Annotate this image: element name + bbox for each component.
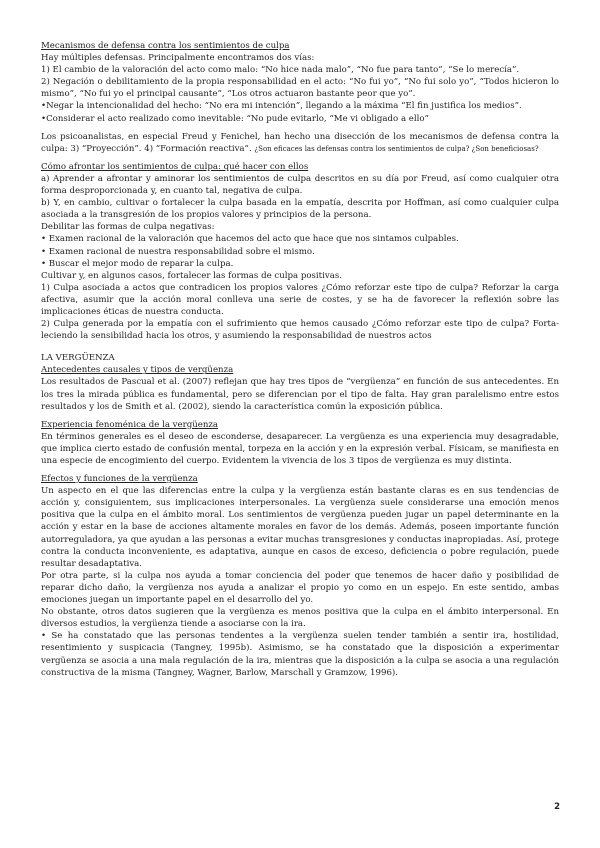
section-title-verguenza: LA VERGÜENZA (41, 353, 115, 364)
paragraph: 2) Culpa generada por la empatía con el sufrimiento que hemos causado ¿Cómo reforzar este tipo de culpa? Forta-leciendo la sensibilidad hacia los otros, y asumiendo la responsabilidad de nuestros actos (41, 319, 559, 342)
paragraph: 2) Negación o debilitamiento de la propia responsabilidad en el acto: “No fui yo”, “No fui solo yo”, “Todos hicieron lo mismo”, “No fui yo el principal causante”, “Los otros actuaron bastante peor que yo”. (41, 77, 559, 100)
paragraph: Cultivar y, en algunos casos, fortalecer las formas de culpa positivas. (41, 270, 342, 281)
bullet-item: • Examen racional de nuestra responsabilidad sobre el mismo. (41, 246, 315, 257)
paragraph: b) Y, en cambio, cultivar o fortalecer la culpa basada en la empatía, descrita por Hoffman, así como cualquier culpa asociada a la transgresión de los propios valores y principios de la persona. (41, 198, 559, 221)
paragraph: 1) El cambio de la valoración del acto como malo: “No hice nada malo”, “No fue para tanto”, “Se lo merecía”. (41, 65, 520, 76)
paragraph: Un aspecto en el que las diferencias entre la culpa y la vergüenza están bastante claras es en sus tendencias de acción y, consiguientem, sus implicaciones interpersonales. La vergüenza suele considerarse una emoción menos positiva que la culpa en el ámbito moral. Los sentimientos de vergüenza pueden jugar un papel determinante en la acción y estar en la base de acciones altamente morales en favor de los demás. Además, poseen importante función autorreguladora, ya que ayudan a las personas a evitar muchas transgresiones y conductas inapropiadas. Así, protege contra la conducta inconveniente, es adaptativa, aunque en casos de exceso, deficiencia o pobre regulación, puede resultar desadaptativa. (41, 486, 559, 569)
heading-antecedentes: Antecedentes causales y tipos de vergüenza (41, 365, 234, 376)
bullet-item: • Buscar el mejor modo de reparar la culpa. (41, 258, 234, 269)
paragraph: No obstante, otros datos sugieren que la vergüenza es menos positiva que la culpa en el ámbito interpersonal. En diversos estudios, la vergüenza tiende a asociarse con la ira. (41, 607, 559, 630)
heading-mecanismos: Mecanismos de defensa contra los sentimientos de culpa (41, 41, 290, 51)
heading-efectos: Efectos y funciones de la vergüenza (41, 474, 198, 485)
bullet-item: • Examen racional de la valoración que hacemos del acto que hace que nos sintamos culpables. (41, 234, 459, 245)
paragraph: • Se ha constatado que las personas tendentes a la vergüenza suelen tender también a sentir ira, hostilidad, resentimiento y suspicacia (Tangney, 1995b). Asimismo, se ha constatado que la disposición a experimentar vergüenza se asocia a una mala regulación de la ira, mientras que la disposición a la culpa se asocia a una regulación constructiva de la misma (Tangney, Wagner, Barlow, Marschall y Gramzow, 1996). (41, 631, 559, 678)
paragraph-psicoanalistas (41, 131, 559, 155)
paragraph: 1) Culpa asociada a actos que contradicen los propios valores ¿Cómo reforzar este tipo de culpa? Reforzar la carga afectiva, asumir que la acción moral conlleva una serie de costes, y se ha de favorecer la reflexión sobre las implicaciones éticas de nuestra conducta. (41, 282, 559, 317)
paragraph: Por otra parte, si la culpa nos ayuda a tomar conciencia del poder que tenemos de hacer daño y posibilidad de reparar dicho daño, la vergüenza nos ayuda a analizar el propio yo como en un espejo. En este sentido, ambas emociones juegan un importante papel en el desarrollo del yo. (41, 570, 559, 606)
paragraph: Debilitar las formas de culpa negativas: (41, 222, 215, 233)
psico-text: Los psicoanalistas, en especial Freud y Fenichel, han hecho una disección de los mecanismos de defensa contra la culpa: 3) “Proyección”. 4) “Formación reactiva”. (41, 131, 559, 154)
heading-afrontar: Cómo afrontar los sentimientos de culpa: qué hacer con ellos (41, 161, 309, 172)
heading-experiencia: Experiencia fenoménica de la vergüenza (41, 419, 219, 430)
psico-question: ¿Son eficaces las defensas contra los sentimientos de culpa? ¿Son beneficiosas? (254, 144, 539, 153)
paragraph: En términos generales es el deseo de esconderse, desaparecer. La vergüenza es una experiencia muy desagradable, que implica cierto estado de confusión mental, torpeza en la acción y en la expresión verbal. Físicam, se manifiesta en una especie de encogimiento del cuerpo. Evidentem la vivencia de los 3 tipos de vergüenza es muy distinta. (41, 431, 559, 466)
bullet-item: •Negar la intencionalidad del hecho: “No era mi intención”, llegando a la máxima “El fin justifica los medios”. (41, 101, 522, 112)
paragraph: Los resultados de Pascual et al. (2007) reflejan que hay tres tipos de “vergüenza” en función de sus antecedentes. En los tres la mirada pública es fundamental, pero se diferencian por el tipo de falta. Hay gran paralelismo entre estos resultados y los de Smith et al. (2002), siendo la característica común la exposición pública. (41, 377, 559, 412)
paragraph: a) Aprender a afrontar y aminorar los sentimientos de culpa descritos en su día por Freud, así como cualquier otra forma desproporcionada y, en cuanto tal, negativa de culpa. (41, 173, 559, 197)
bullet-item: •Considerar el acto realizado como inevitable: “No pude evitarlo, “Me vi obligado a ello” (41, 113, 429, 124)
page-number: 2 (554, 802, 560, 812)
paragraph: Hay múltiples defensas. Principalmente encontramos dos vías: (41, 53, 315, 64)
document-page (41, 40, 559, 679)
